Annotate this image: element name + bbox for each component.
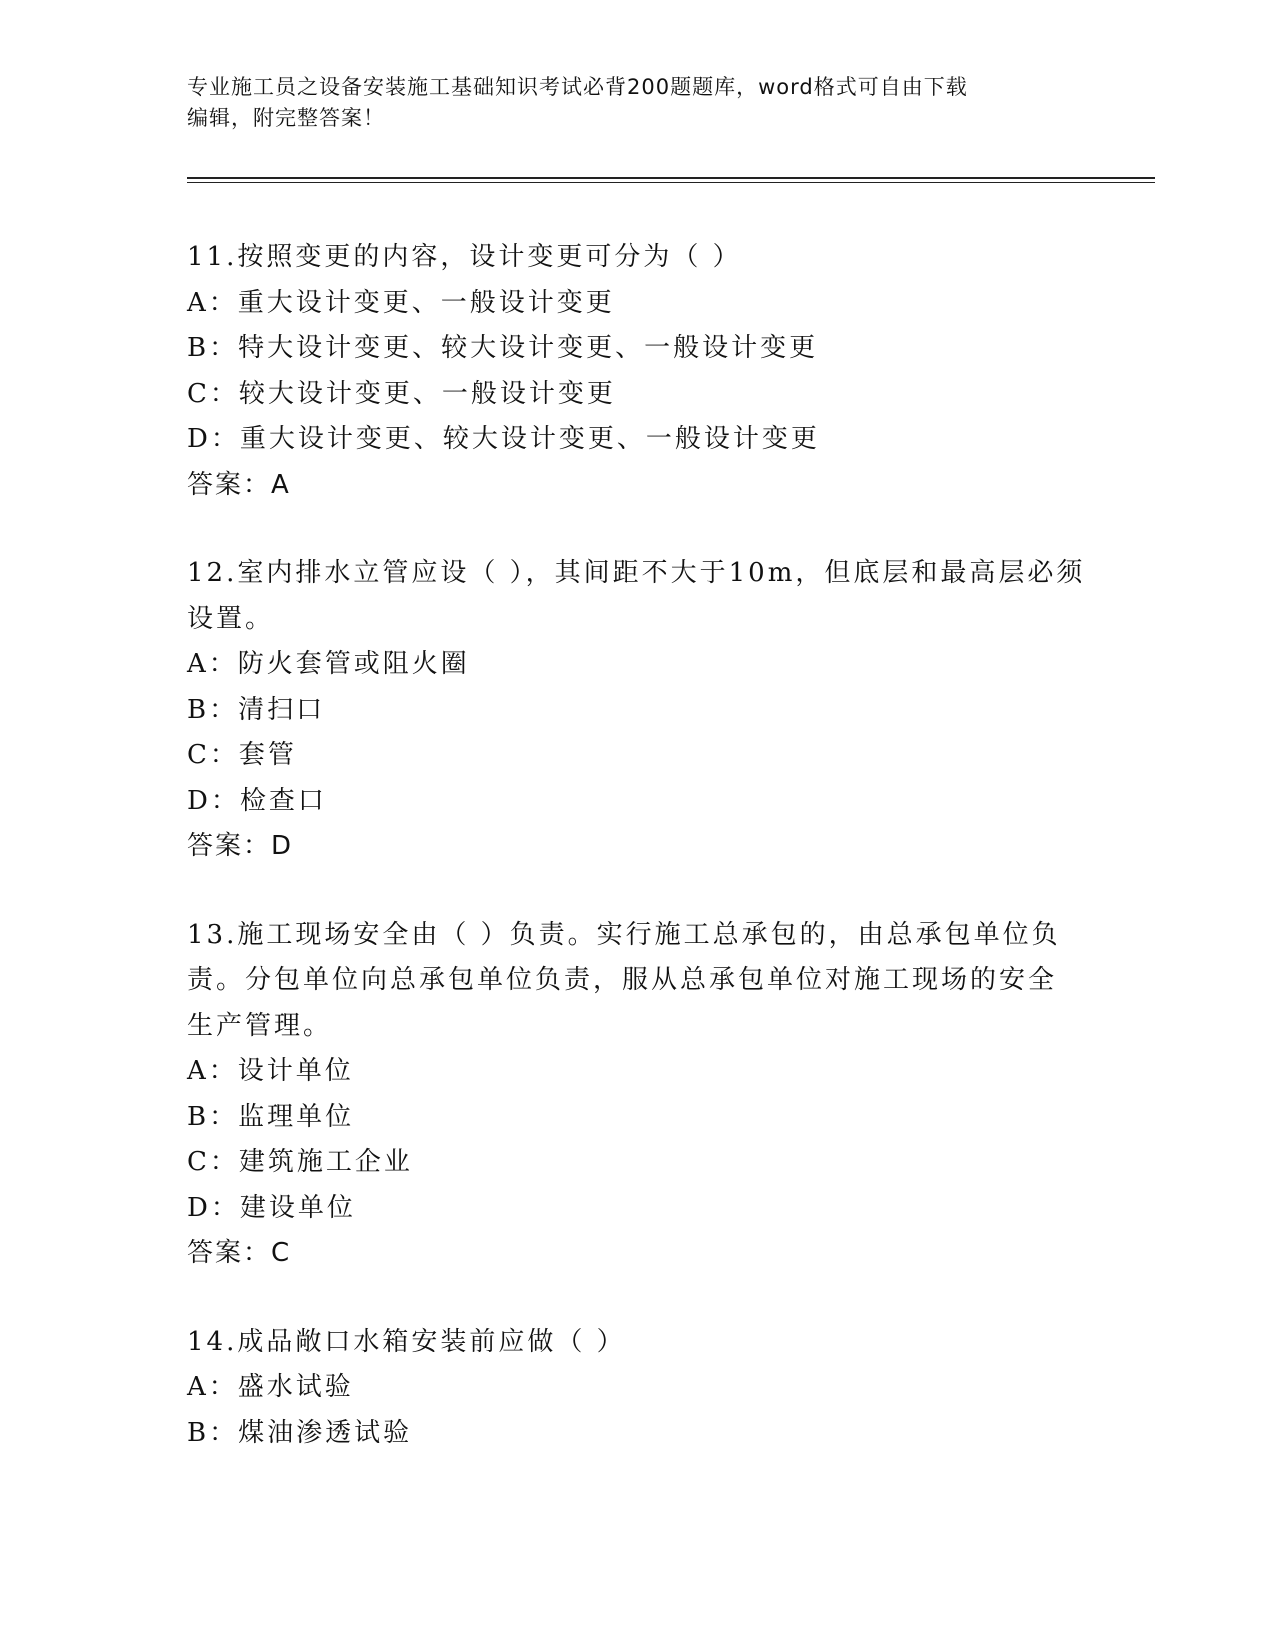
question-stem-continued: 设置。 xyxy=(187,603,275,634)
header-divider-thick xyxy=(187,177,1155,179)
question-12 xyxy=(187,551,1087,870)
option-a: A：重大设计变更、一般设计变更 xyxy=(187,287,615,318)
option-d: D：检查口 xyxy=(187,785,327,816)
document-header xyxy=(187,72,1067,134)
question-stem: 14.成品敞口水箱安装前应做（ ） xyxy=(187,1326,626,1357)
option-b: B：煤油渗透试验 xyxy=(187,1417,413,1448)
answer-line: 答案：C xyxy=(187,1238,292,1268)
option-a: A：防火套管或阻火圈 xyxy=(187,649,470,679)
header-title-line-2: 编辑，附完整答案！ xyxy=(187,106,385,130)
option-a: A：盛水试验 xyxy=(187,1372,354,1402)
header-divider-thin xyxy=(187,182,1155,183)
answer-line: 答案：A xyxy=(187,469,291,500)
option-d: D：建设单位 xyxy=(187,1192,356,1223)
answer-line: 答案：D xyxy=(187,831,294,861)
question-stem: 11.按照变更的内容，设计变更可分为（ ） xyxy=(187,242,742,272)
question-stem-continued: 责。分包单位向总承包单位负责，服从总承包单位对施工现场的安全 xyxy=(187,965,1058,995)
question-stem: 12.室内排水立管应设（ ），其间距不大于10m，但底层和最高层必须 xyxy=(187,558,1086,588)
option-a: A：设计单位 xyxy=(187,1056,354,1086)
option-b: B：特大设计变更、较大设计变更、一般设计变更 xyxy=(187,333,819,363)
question-11 xyxy=(187,235,1087,508)
question-list xyxy=(187,235,1087,1499)
option-c: C：较大设计变更、一般设计变更 xyxy=(187,378,616,409)
question-14 xyxy=(187,1320,1087,1457)
question-stem-continued: 生产管理。 xyxy=(187,1010,333,1041)
header-title-line-1: 专业施工员之设备安装施工基础知识考试必背200题题库，word格式可自由下载 xyxy=(187,75,968,99)
option-c: C：套管 xyxy=(187,740,297,770)
option-b: B：清扫口 xyxy=(187,694,326,725)
option-b: B：监理单位 xyxy=(187,1101,355,1132)
option-c: C：建筑施工企业 xyxy=(187,1147,413,1177)
question-stem: 13.施工现场安全由（ ）负责。实行施工总承包的，由总承包单位负 xyxy=(187,919,1061,950)
question-13 xyxy=(187,913,1087,1277)
option-d: D：重大设计变更、较大设计变更、一般设计变更 xyxy=(187,424,820,454)
